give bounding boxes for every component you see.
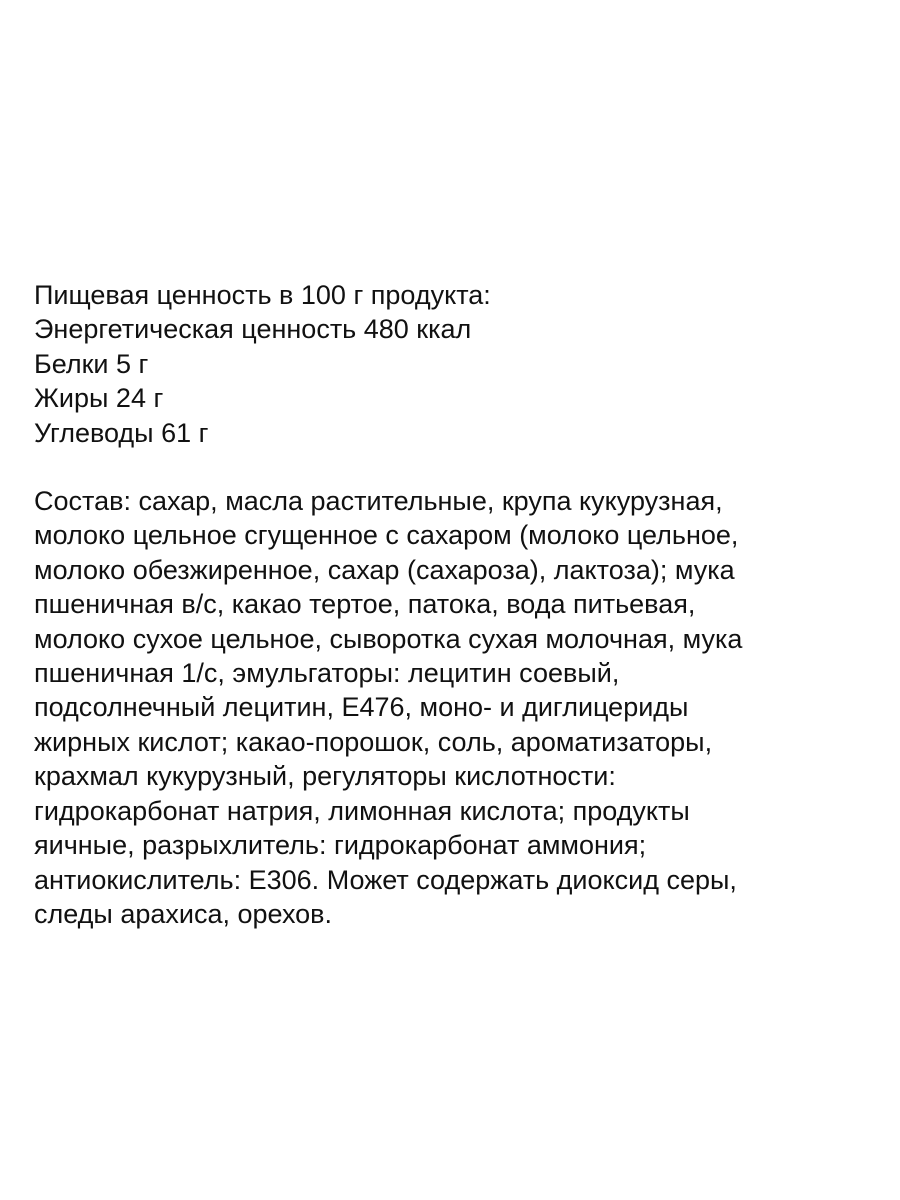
energy-value: Энергетическая ценность 480 ккал [34,314,472,345]
product-info-document [34,278,874,931]
composition-line: крахмал кукурузный, регуляторы кислотности: [34,761,616,792]
composition-line: пшеничная в/с, какао тертое, патока, вода питьевая, [34,589,696,620]
section-spacer [34,450,874,484]
composition-line: молоко сухое цельное, сыворотка сухая молочная, мука [34,623,743,654]
fat-value: Жиры 24 г [34,383,164,414]
composition-line: яичные, разрыхлитель: гидрокарбонат аммония; [34,830,647,861]
composition-line: антиокислитель: Е306. Может содержать диоксид серы, [34,864,737,895]
composition-line: подсолнечный лецитин, Е476, моно- и диглицериды [34,692,689,723]
carbs-value: Углеводы 61 г [34,417,209,448]
composition-line: молоко обезжиренное, сахар (сахароза), лактоза); мука [34,554,735,585]
composition-line: гидрокарбонат натрия, лимонная кислота; продукты [34,795,690,826]
nutrition-heading: Пищевая ценность в 100 г продукта: [34,280,491,310]
protein-value: Белки 5 г [34,348,149,379]
composition-line: Состав: сахар, масла растительные, крупа кукурузная, [34,486,723,517]
composition-line: следы арахиса, орехов. [34,898,333,929]
composition-line: молоко цельное сгущенное с сахаром (молоко цельное, [34,520,739,551]
composition-line: пшеничная 1/с, эмульгаторы: лецитин соевый, [34,658,620,689]
nutrition-facts-section [34,278,874,450]
composition-section [34,484,874,931]
composition-line: жирных кислот; какао-порошок, соль, ароматизаторы, [34,726,713,757]
